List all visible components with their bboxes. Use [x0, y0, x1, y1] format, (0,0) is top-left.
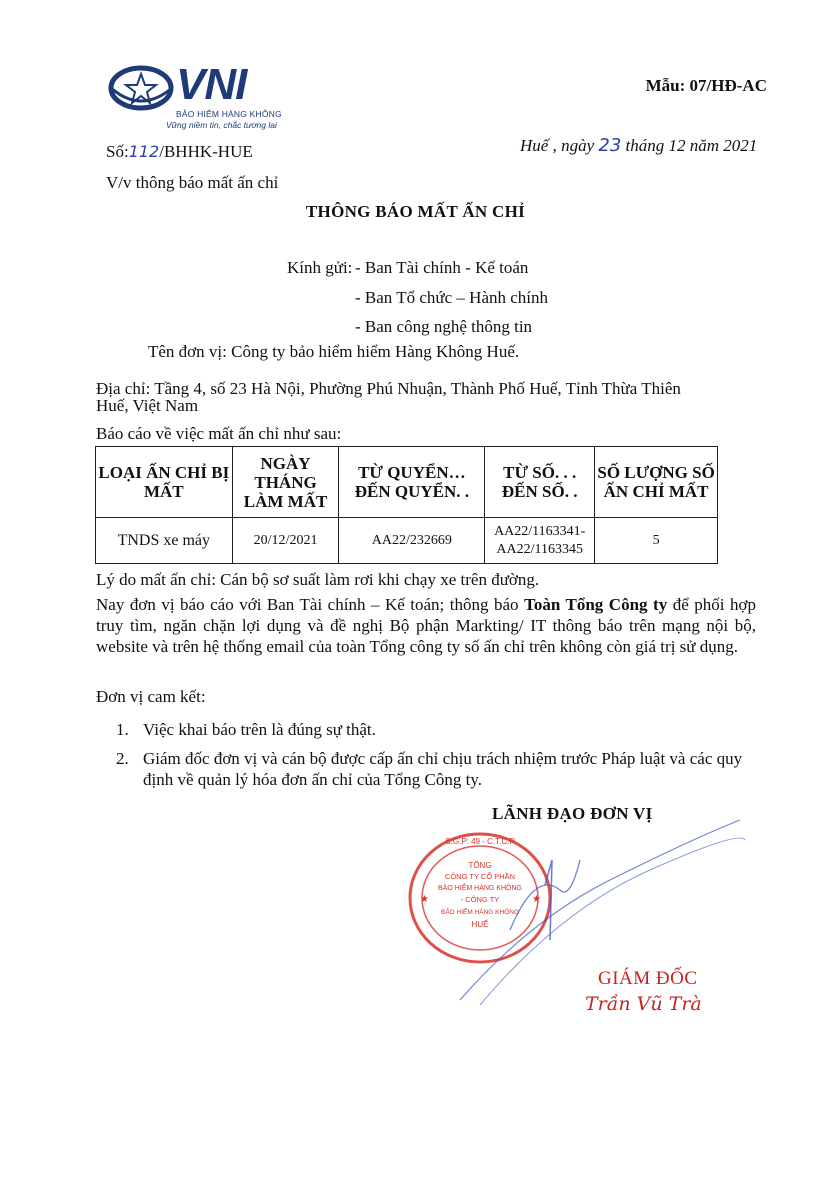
cell-type: TNDS xe máy — [96, 518, 233, 564]
commitment-item: Giám đốc đơn vị và cán bộ được cấp ấn chỉ chịu trách nhiệm trước Pháp luật và các quy định về quản lý hóa đơn ấn chỉ của Tổng Công ty. — [143, 749, 743, 789]
loss-reason: Lý do mất ấn chỉ: Cán bộ sơ suất làm rơi khi chạy xe trên đường. — [96, 570, 540, 589]
cell-book-range: AA22/232669 — [339, 518, 485, 564]
director-name: Trần Vũ Trà — [585, 993, 702, 1015]
address-line-1: Địa chỉ: Tầng 4, số 23 Hà Nội, Phường Phú Nhuận, Thành Phố Huế, Tỉnh Thừa Thiên — [96, 379, 681, 398]
col-header-type: LOẠI ẤN CHỈ BỊ MẤT — [96, 447, 233, 518]
commitment-label: Đơn vị cam kết: — [96, 687, 206, 706]
recipients-label: Kính gửi: — [287, 258, 353, 277]
col-header-number-range: TỪ SỐ. . . ĐẾN SỐ. . — [485, 447, 595, 518]
commitment-number: 1. — [116, 720, 129, 739]
director-title: GIÁM ĐỐC — [598, 968, 698, 989]
doc-number-handwritten: 112 — [128, 142, 160, 161]
logo-slogan: Vững niềm tin, chắc tương lai — [166, 120, 277, 130]
cell-date: 20/12/2021 — [232, 518, 339, 564]
stamp-line: BẢO HIỂM HÀNG KHÔNG — [440, 909, 520, 916]
stamp-line: BẢO HIỂM HÀNG KHÔNG — [437, 885, 523, 892]
paragraph-part-2: để phối hợp truy tìm, ngăn chặn lợi dụng và đề nghị Bộ phận Markting/ IT thông báo trên mạng nội bộ, website và trên hệ thống email của toàn Tổng công ty số ấn chỉ trên không còn giá trị sử dụng. — [96, 595, 756, 656]
document-title: THÔNG BÁO MẤT ẤN CHỈ — [305, 202, 526, 221]
commitment-item: Việc khai báo trên là đúng sự thật. — [143, 720, 376, 739]
recipient-item: - Ban công nghệ thông tin — [355, 317, 533, 336]
col-header-quantity: SỐ LƯỢNG SỐ ẤN CHỈ MẤT — [595, 447, 718, 518]
stamp-star-icon: ★ — [532, 894, 541, 905]
recipient-item: - Ban Tài chính - Kế toán — [355, 258, 529, 277]
table-header-row — [96, 447, 718, 518]
stamp-star-icon: ★ — [420, 894, 429, 905]
stamp-line: TỔNG — [468, 861, 492, 870]
form-code: Mẫu: 07/HĐ-AC — [645, 76, 767, 95]
signature-heading: LÃNH ĐẠO ĐƠN VỊ — [492, 804, 653, 823]
number-range-to: AA22/1163345 — [496, 541, 583, 557]
date-day-handwritten: 23 — [598, 135, 622, 156]
stamp-line: - CÔNG TY — [460, 895, 500, 904]
date-place: Huế , ngày — [520, 136, 599, 155]
date-line — [520, 135, 757, 156]
document-number — [106, 141, 253, 162]
col-header-date: NGÀY THÁNG LÀM MẤT — [232, 447, 339, 518]
recipient-item: - Ban Tổ chức – Hành chính — [355, 288, 549, 307]
table-row — [96, 518, 718, 564]
paragraph-bold: Toàn Tổng Công ty — [524, 595, 668, 614]
unit-name: Tên đơn vị: Công ty bảo hiểm hiểm Hàng Không Huế. — [148, 342, 520, 361]
stamp-ring-text: S.G.P: 49 - C.T.C.P — [445, 837, 515, 846]
number-range-from: AA22/1163341- — [494, 523, 586, 539]
logo-subtitle: BẢO HIỂM HÀNG KHÔNG — [176, 109, 282, 119]
lost-documents-table — [95, 446, 718, 564]
subject-line: V/v thông báo mất ấn chỉ — [106, 173, 279, 192]
logo-wordmark: VNI — [176, 60, 247, 109]
report-intro: Báo cáo về việc mất ấn chỉ như sau: — [96, 424, 342, 443]
notice-paragraph — [96, 594, 756, 657]
doc-number-suffix: /BHHK-HUE — [159, 142, 253, 161]
address-line-2: Huế, Việt Nam — [96, 396, 199, 415]
cell-number-range — [485, 518, 595, 564]
paragraph-part-1: Nay đơn vị báo cáo với Ban Tài chính – Kế toán; thông báo — [96, 595, 525, 614]
doc-number-prefix: Số: — [106, 142, 129, 161]
stamp-line: HUẾ — [471, 920, 489, 929]
stamp-line: CÔNG TY CỔ PHẦN — [444, 872, 516, 881]
col-header-book-range: TỪ QUYỂN… ĐẾN QUYỂN. . — [339, 447, 485, 518]
date-rest: tháng 12 năm 2021 — [621, 136, 758, 155]
commitment-number: 2. — [116, 749, 129, 768]
cell-quantity: 5 — [595, 518, 718, 564]
